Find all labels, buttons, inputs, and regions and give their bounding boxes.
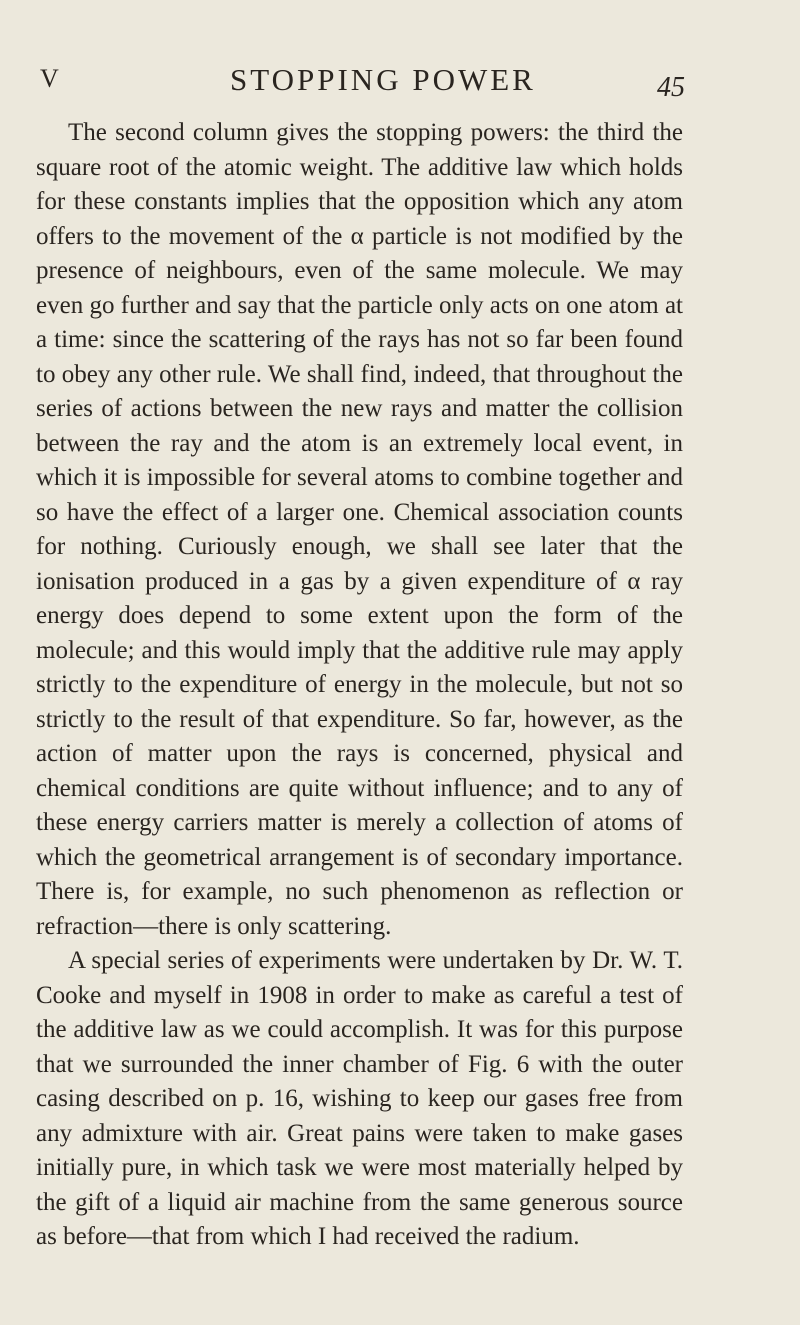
paragraph: The second column gives the stopping powers: the third the square root of the atomic weight. The additive law which holds for these constants implies that the opposition which any atom offers to the movement of the α particle is not modified by the presence of neighbours, even of the same molecule. We may even go further and say that the particle only acts on one atom at a time: since the scattering of the rays has not so far been found to obey any other rule. We shall find, indeed, that throughout the series of actions between the new rays and matter the collision between the ray and the atom is an extremely local event, in which it is impossible for several atoms to combine together and so have the effect of a larger one. Chemical association counts for nothing. Curiously enough, we shall see later that the ionisation produced in a gas by a given expenditure of α ray energy does depend to some extent upon the form of the molecule; and this would imply that the additive rule may apply strictly to the expenditure of energy in the molecule, but not so strictly to the result of that expenditure. So far, however, as the action of matter upon the rays is concerned, physical and chemical conditions are quite without influence; and to any of these energy carriers matter is merely a collection of atoms of which the geometrical arrangement is of secondary importance. There is, for example, no such phenomenon as reflection or refraction—there is only scattering. <box>36 119 683 940</box>
body-text <box>36 116 683 1255</box>
paragraph: A special series of experiments were undertaken by Dr. W. T. Cooke and myself in 1908 in order to make as careful a test of the additive law as we could accomplish. It was for this purpose that we surrounded the inner chamber of Fig. 6 with the outer casing described on p. 16, wishing to keep our gases free from any admixture with air. Great pains were taken to make gases initially pure, in which task we were most materially helped by the gift of a liquid air machine from the same generous source as before—that from which I had received the radium. <box>36 947 683 1250</box>
chapter-number: V <box>40 64 60 93</box>
running-title: STOPPING POWER <box>230 62 536 97</box>
running-head <box>40 58 685 103</box>
page-number: 45 <box>657 72 685 103</box>
